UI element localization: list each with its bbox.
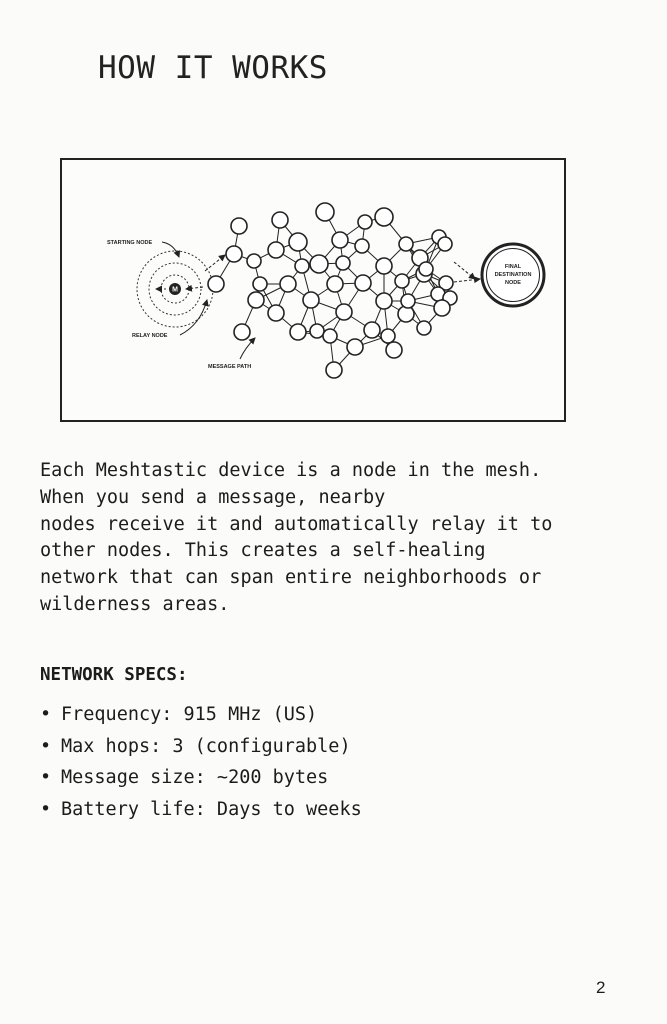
relay-node-icon [417, 321, 431, 335]
body-paragraph [40, 458, 640, 619]
relay-node-icon [358, 215, 372, 229]
specs-heading: NETWORK SPECS: [40, 665, 188, 685]
relay-node-icon [272, 212, 288, 228]
starting-node-label: STARTING NODE [107, 240, 153, 246]
body-line: Each Meshtastic device is a node in the mesh. [40, 460, 542, 481]
relay-node-icon [234, 324, 250, 340]
relay-node-icon [332, 232, 348, 248]
relay-node-icon [381, 329, 395, 343]
relay-node-icon [303, 292, 319, 308]
relay-node-icon [336, 256, 350, 270]
relay-node-icon [226, 246, 242, 262]
message-path-label: MESSAGE PATH [208, 364, 252, 370]
relay-node-icon [268, 242, 284, 258]
relay-node-icon [355, 275, 371, 291]
spec-item [40, 767, 362, 799]
start-node-letter: M [172, 286, 178, 294]
relay-node-icon [419, 262, 433, 276]
relay-node-icon [289, 233, 307, 251]
final-destination-label-line2: DESTINATION [494, 272, 532, 278]
mesh-network-diagram [60, 158, 566, 422]
relay-node-icon [316, 203, 334, 221]
relay-node-icon [364, 322, 380, 338]
relay-node-icon [355, 239, 369, 253]
spec-text: Max hops: 3 (configurable) [61, 735, 351, 757]
body-line: When you send a message, nearby [40, 486, 386, 508]
body-line: wilderness areas. [40, 593, 230, 615]
relay-node-icon [399, 237, 413, 251]
relay-node-icon [295, 259, 309, 273]
bullet-icon: • [40, 704, 52, 725]
relay-node-icon [327, 276, 343, 292]
relay-node-icon [376, 258, 392, 274]
spec-item [40, 736, 362, 768]
relay-node-icon [347, 339, 363, 355]
relay-node-icon [401, 294, 415, 308]
spec-text: Frequency: 915 MHz (US) [61, 704, 318, 725]
page-title: HOW IT WORKS [98, 50, 328, 86]
spec-item [40, 799, 362, 831]
relay-node-icon [438, 237, 452, 251]
body-line: other nodes. This creates a self-healing [40, 540, 486, 562]
final-destination-label-line1: FINAL [504, 264, 522, 270]
relay-node-label: RELAY NODE [132, 333, 168, 339]
relay-node-icon [310, 255, 328, 273]
relay-node-icon [248, 292, 264, 308]
page-number: 2 [596, 978, 606, 997]
relay-node-icon [376, 293, 392, 309]
body-line: network that can span entire neighborhoods or [40, 567, 542, 589]
relay-node-icon [336, 304, 352, 320]
bullet-icon: • [40, 798, 52, 820]
relay-node-icon [290, 324, 306, 340]
relay-node-icon [280, 276, 296, 292]
relay-node-icon [375, 208, 393, 226]
spec-text: Message size: ~200 bytes [61, 767, 329, 788]
relay-node-icon [386, 342, 402, 358]
relay-node-icon [231, 218, 247, 234]
relay-node-icon [247, 254, 261, 268]
specs-list [40, 704, 362, 830]
spec-text: Battery life: Days to weeks [61, 798, 362, 820]
relay-node-icon [253, 277, 267, 291]
final-destination-label-line3: NODE [505, 280, 521, 286]
bullet-icon: • [40, 767, 52, 788]
body-line: nodes receive it and automatically relay it to [40, 513, 553, 535]
relay-node-icon [395, 274, 409, 288]
spec-item [40, 704, 362, 736]
relay-node-icon [208, 276, 224, 292]
relay-node-icon [268, 305, 284, 321]
relay-node-icon [326, 362, 342, 378]
relay-node-icon [323, 329, 337, 343]
relay-node-icon [434, 300, 450, 316]
bullet-icon: • [40, 735, 52, 757]
relay-node-icon [310, 324, 324, 338]
mesh-nodes [208, 203, 457, 378]
mesh-network-svg [62, 160, 568, 424]
